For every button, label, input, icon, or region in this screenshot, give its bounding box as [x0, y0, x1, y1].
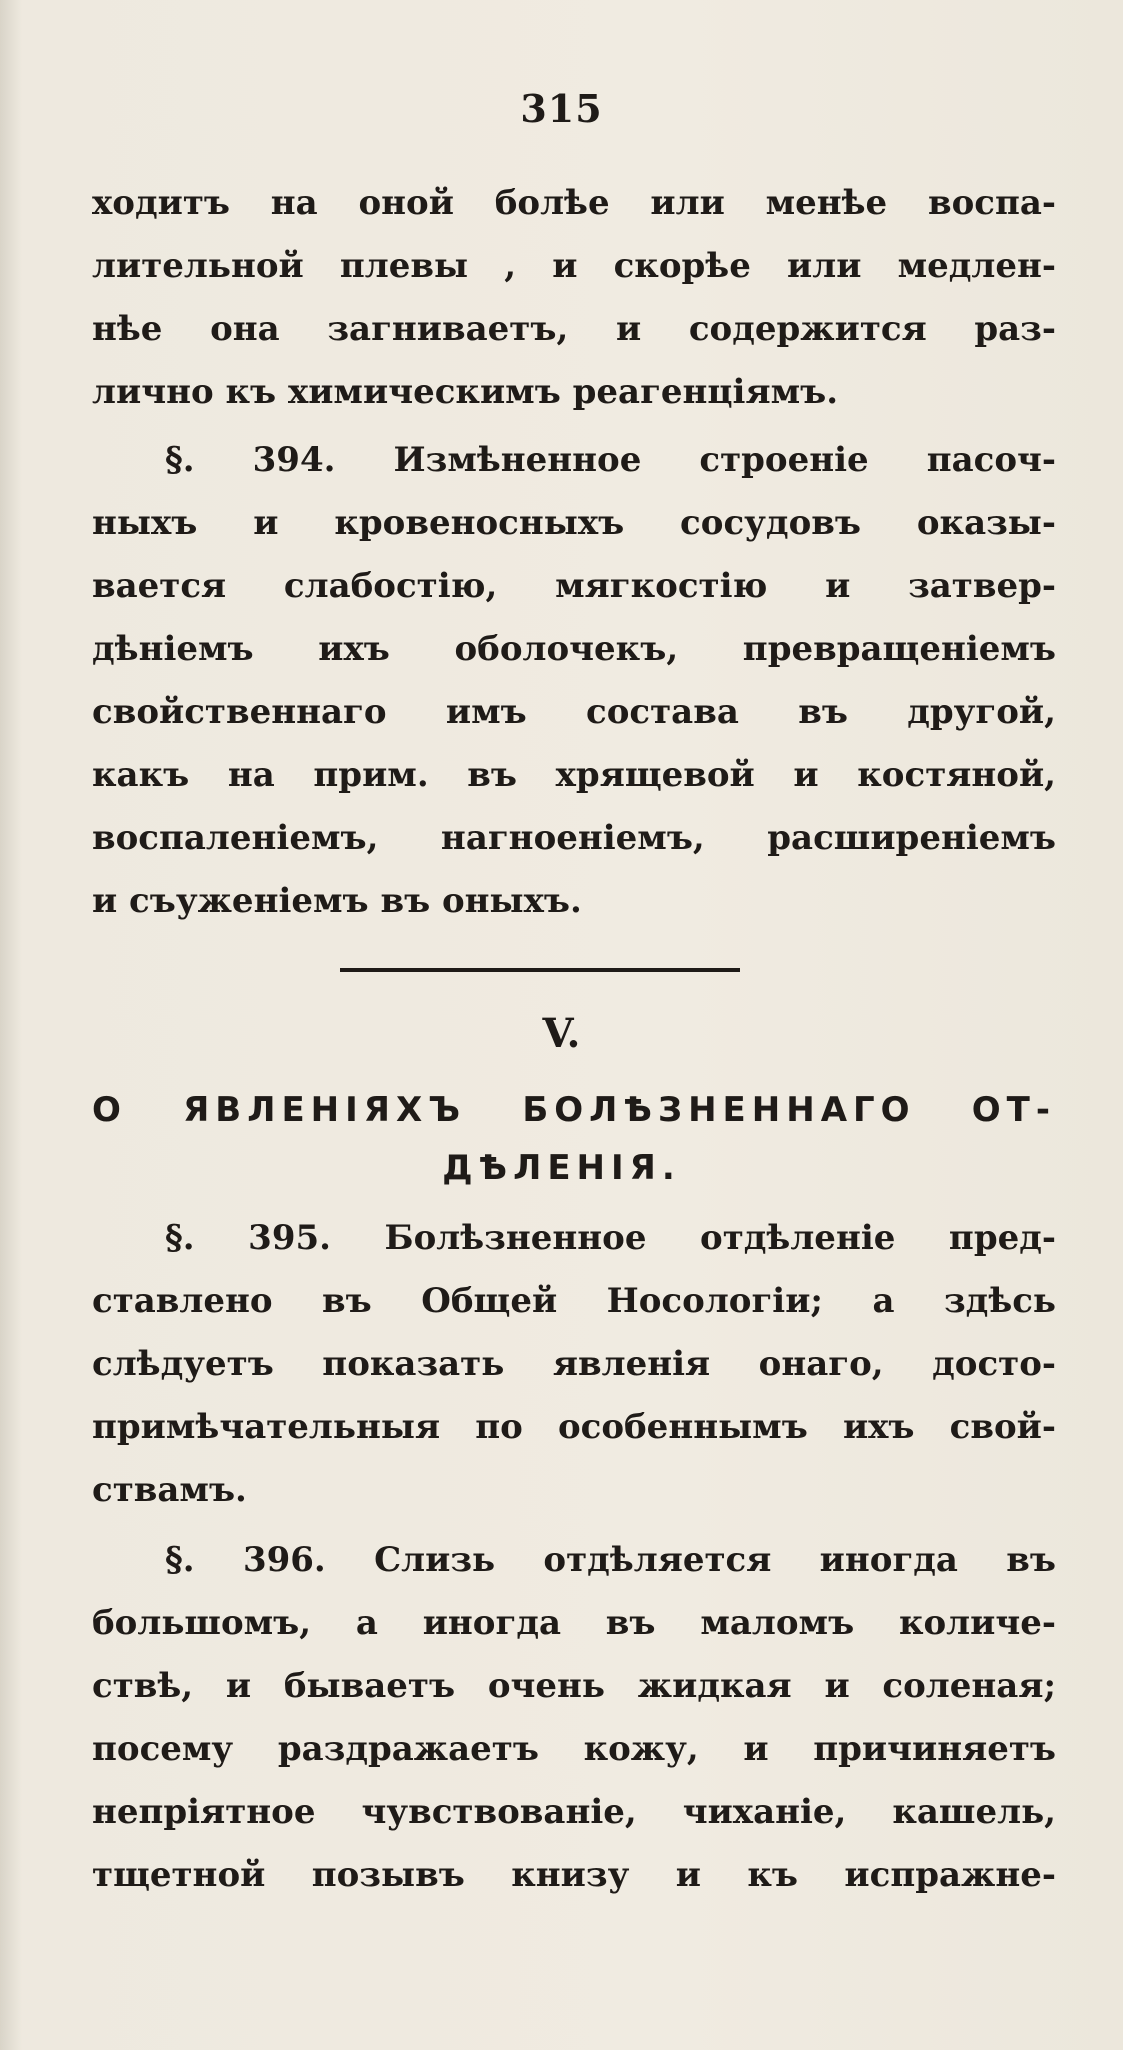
- section-title-line-1: О ЯВЛЕНІЯХЪ БОЛѢЗНЕННАГО ОТ-: [92, 1090, 1056, 1130]
- text-line: ходитъ на оной болѣе или менѣе воспа-: [92, 183, 1056, 223]
- text-line: §. 395. Болѣзненное отдѣленіе пред-: [165, 1218, 1056, 1258]
- section-title-line-2: ДѢЛЕНІЯ.: [442, 1148, 681, 1188]
- text-line: слѣдуетъ показать явленія онаго, досто-: [92, 1344, 1056, 1384]
- text-line: нѣе она загниваетъ, и содержится раз-: [92, 309, 1056, 349]
- page-number: 315: [520, 86, 603, 131]
- text-line: тщетной позывъ книзу и къ испражне-: [92, 1855, 1056, 1895]
- section-number: V.: [542, 1010, 581, 1057]
- text-line: §. 394. Измѣненное строеніе пасоч-: [165, 440, 1056, 480]
- text-line: свойственнаго имъ состава въ другой,: [92, 692, 1056, 732]
- text-line: лительной плевы , и скорѣе или медлен-: [92, 246, 1056, 286]
- text-line: ствамъ.: [92, 1470, 247, 1510]
- text-line: непріятное чувствованіе, чиханіе, кашель,: [92, 1792, 1056, 1832]
- text-line: большомъ, а иногда въ маломъ количе-: [92, 1603, 1056, 1643]
- text-line: какъ на прим. въ хрящевой и костяной,: [92, 755, 1056, 795]
- text-line: ставлено въ Общей Носологіи; а здѣсь: [92, 1281, 1056, 1321]
- text-line: лично къ химическимъ реагенціямъ.: [92, 372, 839, 412]
- text-line: ствѣ, и бываетъ очень жидкая и соленая;: [92, 1666, 1056, 1706]
- text-line: воспаленіемъ, нагноеніемъ, расширеніемъ: [92, 818, 1056, 858]
- text-line: ныхъ и кровеносныхъ сосудовъ оказы-: [92, 503, 1056, 543]
- text-line: примѣчательныя по особеннымъ ихъ свой-: [92, 1407, 1056, 1447]
- text-line: посему раздражаетъ кожу, и причиняетъ: [92, 1729, 1056, 1769]
- text-line: вается слабостію, мягкостію и затвер-: [92, 566, 1056, 606]
- text-line: и съуженіемъ въ оныхъ.: [92, 881, 582, 921]
- section-divider: [340, 968, 740, 972]
- text-line: дѣніемъ ихъ оболочекъ, превращеніемъ: [92, 629, 1056, 669]
- text-line: §. 396. Слизь отдѣляется иногда въ: [165, 1540, 1056, 1580]
